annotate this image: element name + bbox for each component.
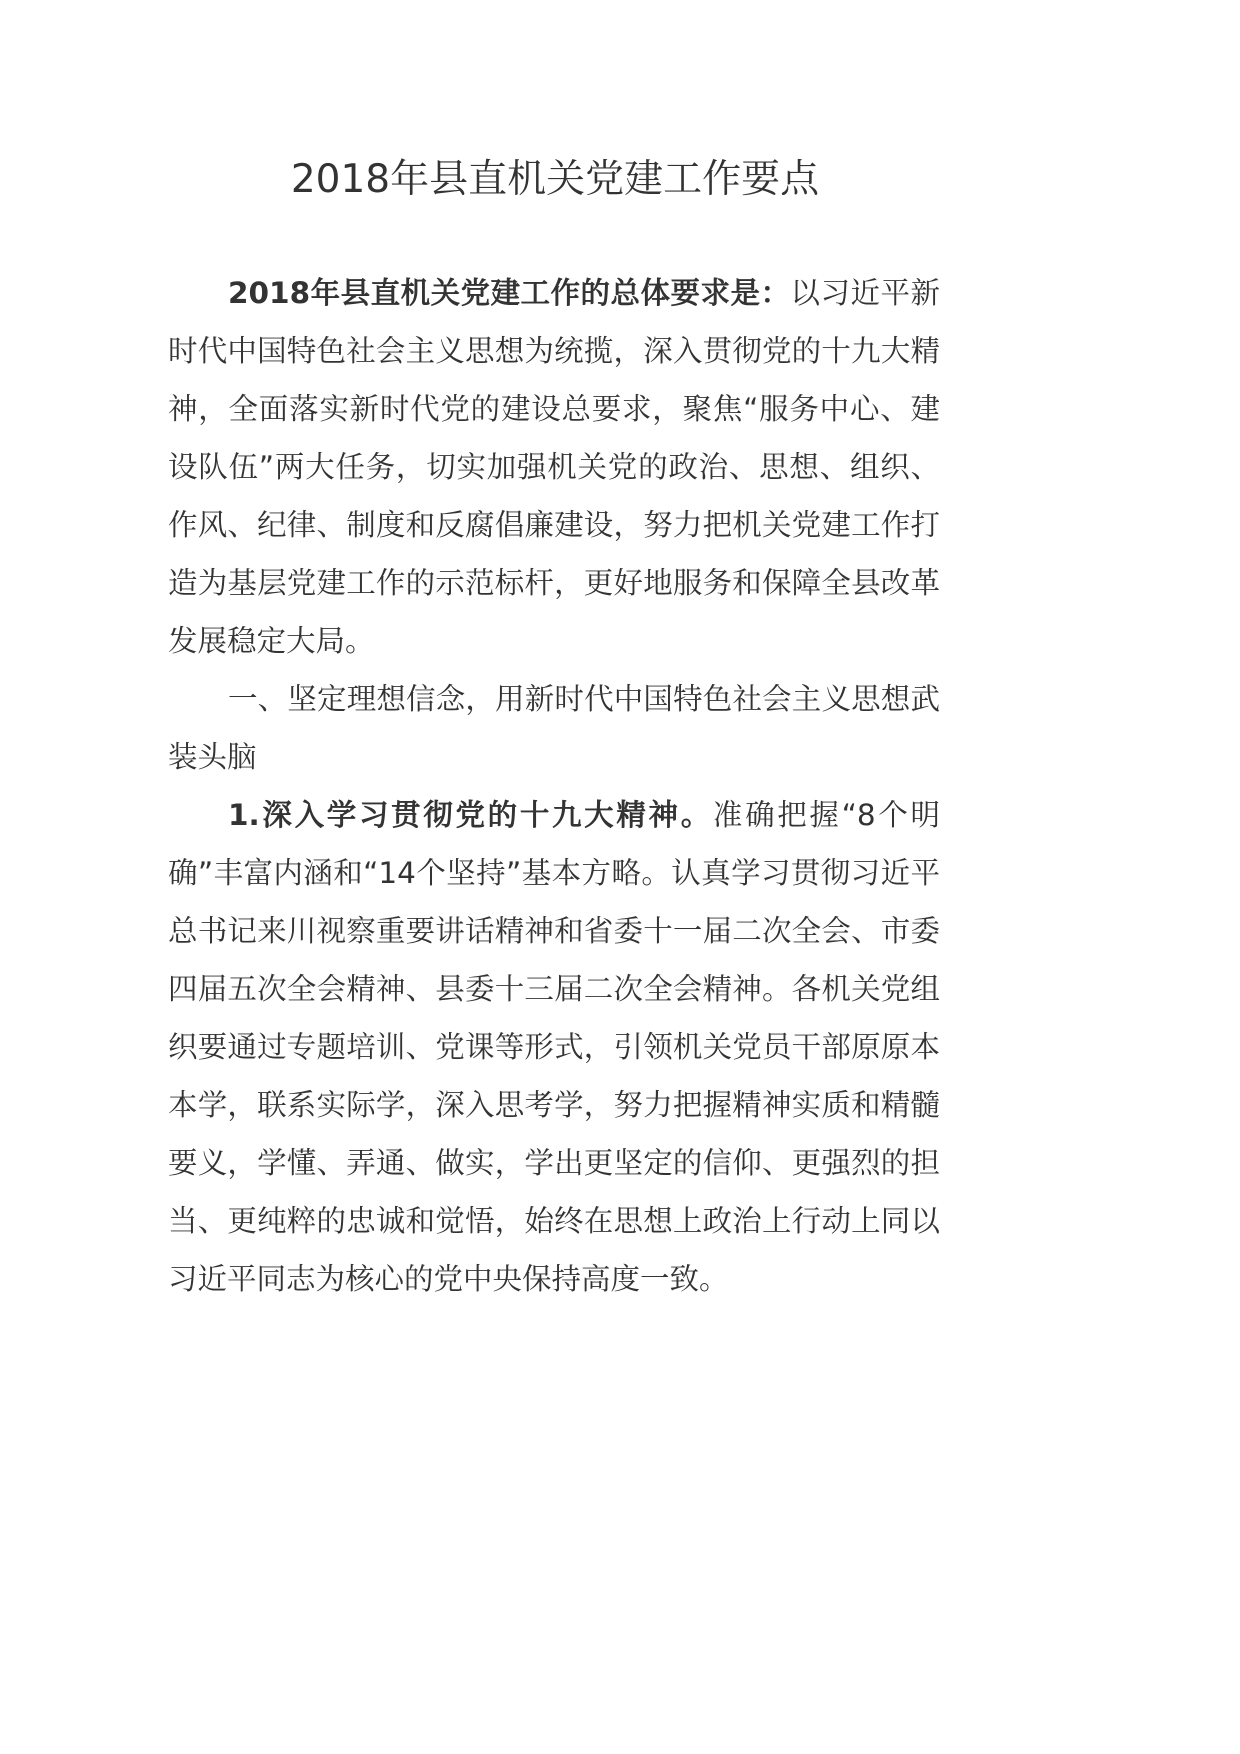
document-title: 2018年县直机关党建工作要点 <box>290 157 820 202</box>
document-body <box>168 264 940 1308</box>
section-heading-text: 一、坚定理想信念，用新时代中国特色社会主义思想武装头脑 <box>168 682 940 774</box>
paragraph-text: 准确把握“8个明确”丰富内涵和“14个坚持”基本方略。认真学习贯彻习近平总书记来川视察重要讲话精神和省委十一届二次全会、市委四届五次全会精神、县委十三届二次全会精神。各机关党组织要通过专题培训、党课等形式，引领机关党员干部原原本本学，联系实际学，深入思考学，努力把握精神实质和精髓要义，学懂、弄通、做实，学出更坚定的信仰、更强烈的担当、更纯粹的忠诚和觉悟，始终在思想上政治上行动上同以习近平同志为核心的党中央保持高度一致。 <box>168 798 941 1296</box>
section-heading-1 <box>168 670 940 786</box>
paragraph-general-requirements <box>168 264 940 670</box>
paragraph-lead-bold: 2018年县直机关党建工作的总体要求是： <box>228 276 791 310</box>
paragraph-item-1 <box>168 786 940 1308</box>
paragraph-text: 以习近平新时代中国特色社会主义思想为统揽，深入贯彻党的十九大精神，全面落实新时代党的建设总要求，聚焦“服务中心、建设队伍”两大任务，切实加强机关党的政治、思想、组织、作风、纪律、制度和反腐倡廉建设，努力把机关党建工作打造为基层党建工作的示范标杆，更好地服务和保障全县改革发展稳定大局。 <box>168 276 940 658</box>
paragraph-lead-bold: 1.深入学习贯彻党的十九大精神。 <box>228 798 713 832</box>
